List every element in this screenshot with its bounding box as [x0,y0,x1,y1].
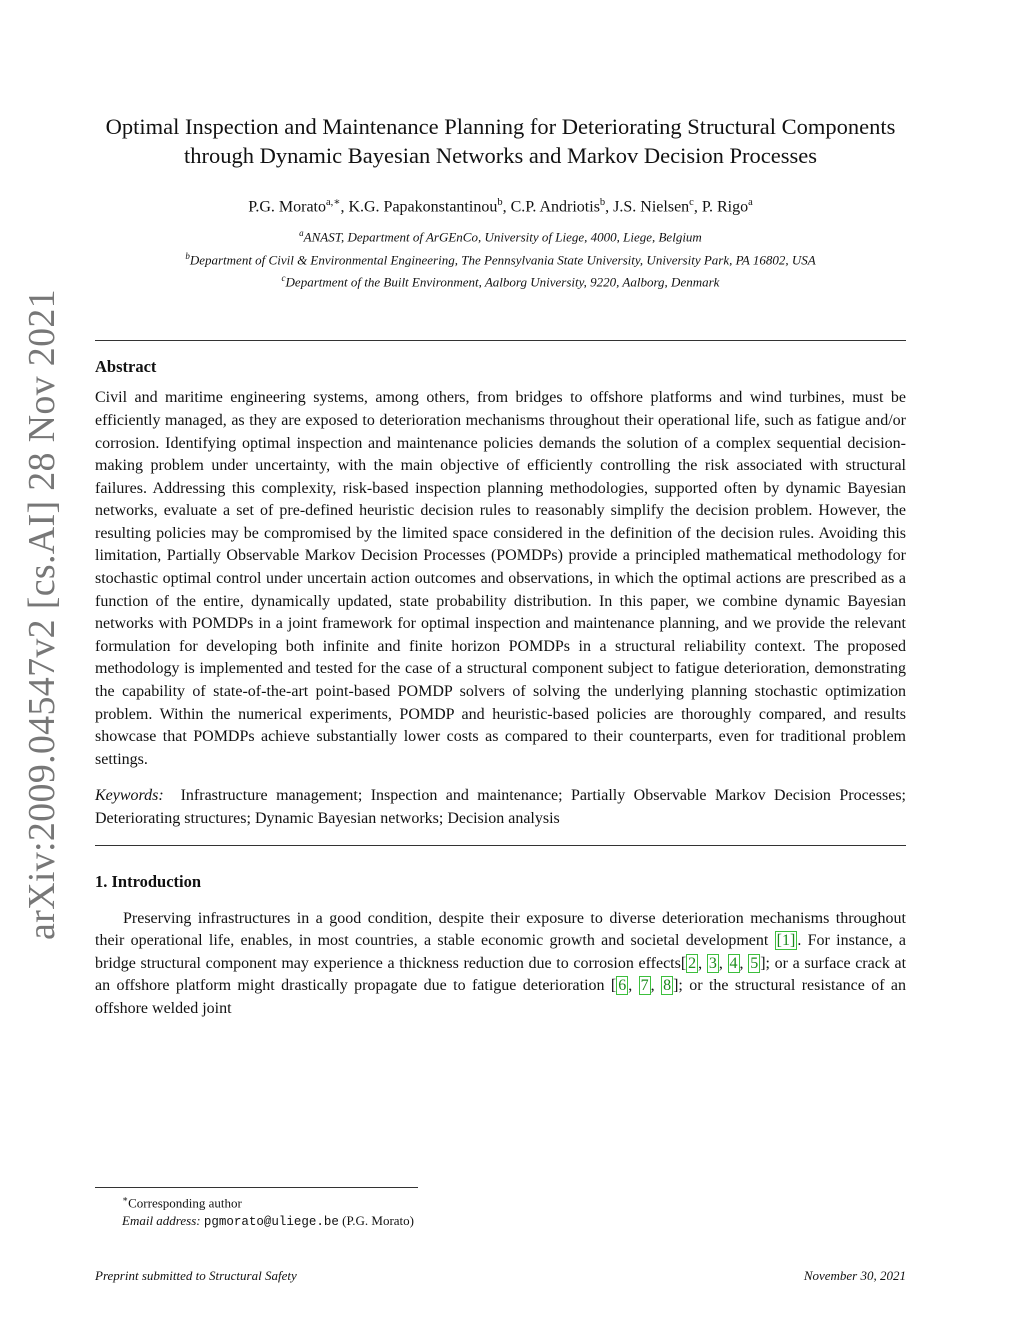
footnote-text: Corresponding author [128,1195,242,1211]
footnote-email [95,1212,695,1231]
citation-link[interactable]: 8 [663,977,672,995]
citation-link[interactable]: 4 [729,954,738,972]
author-sup: b [497,197,503,208]
affiliation-text: ANAST, Department of ArGEnCo, University of Liege, 4000, Liege, Belgium [303,229,702,245]
email-address[interactable]: pgmorato@uliege.be [203,1215,339,1230]
citation-separator: , [739,954,749,972]
arxiv-stamp: arXiv:2009.04547v2 [cs.AI] 28 Nov 2021 [21,289,63,940]
footnote-mark: ∗ [122,1194,129,1204]
abstract-heading: Abstract [95,357,157,377]
author-name: P. Rigo [701,198,749,216]
footnotes [95,1190,695,1231]
author-sup: c [689,197,694,208]
affiliation-sup: c [281,272,286,283]
paper-title: Optimal Inspection and Maintenance Planning for Deteriorating Structural Components through Dynamic Bayesian Networks and Markov Decision Processes [105,114,896,168]
author-name: C.P. Andriotis [510,198,600,216]
affiliation-a [95,224,906,246]
citation-link[interactable]: 5 [750,954,759,972]
citation-separator: , [628,977,639,995]
author-sup: a,∗ [326,197,341,208]
email-owner: (P.G. Morato) [338,1213,414,1229]
affiliation-sup: b [185,250,190,261]
intro-text: ]; or a surface crack at an offshore platform might drastically propagate due to fatigue deterioration [ [95,954,907,995]
citation-separator: , [718,954,728,972]
citation-link[interactable]: 3 [708,954,717,972]
citation-link[interactable]: 6 [618,977,627,995]
affiliation-b [95,247,906,269]
citation-separator: , [650,977,662,995]
affiliations [95,224,906,291]
email-label: Email address: [122,1213,201,1229]
author-separator: , [340,198,349,216]
intro-text: ]; or the structural resistance of an offshore welded joint [95,977,907,1017]
intro-text: . For instance, a bridge structural component may experience a thickness reduction due to corrosion effects[ [95,932,907,972]
affiliation-text: Department of Civil & Environmental Engineering, The Pennsylvania State University, University Park, PA 16802, USA [189,251,816,267]
citation-link[interactable]: 7 [640,977,649,995]
footnote-corresponding [95,1190,695,1212]
author-separator: , [502,198,511,216]
keywords-text: Infrastructure management; Inspection and maintenance; Partially Observable Markov Decision Processes; Deteriorating structures; Dynamic Bayesian networks; Decision analysis [95,787,907,827]
abstract-bottom-rule [95,845,906,846]
affiliation-sup: a [299,228,304,239]
abstract-body: Civil and maritime engineering systems, among others, from bridges to offshore platforms and wind turbines, must be efficiently managed, as they are exposed to deterioration mechanisms throughout their operational life, such as fatigue and/or corrosion. Identifying optimal inspection and maintenance policies demands the solution of a complex sequential decision-making problem under uncertainty, with the main objective of efficiently controlling the risk associated with structural failures. Addressing this complexity, risk-based inspection planning methodologies, supported often by dynamic Bayesian networks, evaluate a set of pre-defined heuristic decision rules to reasonably simplify the decision problem. However, the resulting policies may be compromised by the limited space considered in the definition of the decision rules. Avoiding this limitation, Partially Observable Markov Decision Processes (POMDPs) provide a principled mathematical methodology for stochastic optimal control under uncertain action outcomes and observations, in which the optimal actions are prescribed as a function of the entire, dynamically updated, state probability distribution. In this paper, we combine dynamic Bayesian networks with POMDPs in a joint framework for optimal inspection and maintenance planning, and we provide the relevant formulation for developing both infinite and finite horizon POMDPs in a structural reliability context. The proposed methodology is implemented and tested for the case of a structural component subject to fatigue deterioration, demonstrating the capability of state-of-the-art point-based POMDP solvers of solving the underlying planning stochastic optimization problem. Within the numerical experiments, POMDP and heuristic-based policies are thoroughly compared, and results showcase that POMDPs achieve substantially lower costs as compared to their counterparts, even for traditional problem settings. [95,389,906,768]
author-separator: , [693,198,702,216]
author-sup: a [748,197,753,208]
abstract-top-rule [95,340,906,341]
affiliation-c [95,269,906,291]
affiliation-text: Department of the Built Environment, Aalborg University, 9220, Aalborg, Denmark [285,274,720,290]
page-footer [95,1268,906,1284]
author-sup: b [599,197,606,208]
author-name: P.G. Morato [248,198,326,216]
footer-date: November 30, 2021 [803,1268,906,1283]
citation-link[interactable]: [1] [776,932,796,950]
paper-content [95,112,906,1021]
keywords-label: Keywords: [95,787,164,805]
footnote-rule [95,1187,418,1188]
author-list [95,192,906,218]
author-name: J.S. Nielsen [613,198,690,216]
introduction-paragraph [95,908,906,1021]
keywords [95,785,906,830]
footer-left: Preprint submitted to Structural Safety [95,1268,297,1283]
citation-separator: , [698,954,707,972]
author-separator: , [605,198,614,216]
citation-link[interactable]: 2 [688,954,697,972]
intro-text: Preserving infrastructures in a good condition, despite their exposure to diverse deterioration mechanisms throughout their operational life, enables, in most countries, a stable economic growth and societal development [95,909,906,950]
author-name: K.G. Papakonstantinou [348,198,498,216]
section-heading-introduction: 1. Introduction [95,871,202,891]
